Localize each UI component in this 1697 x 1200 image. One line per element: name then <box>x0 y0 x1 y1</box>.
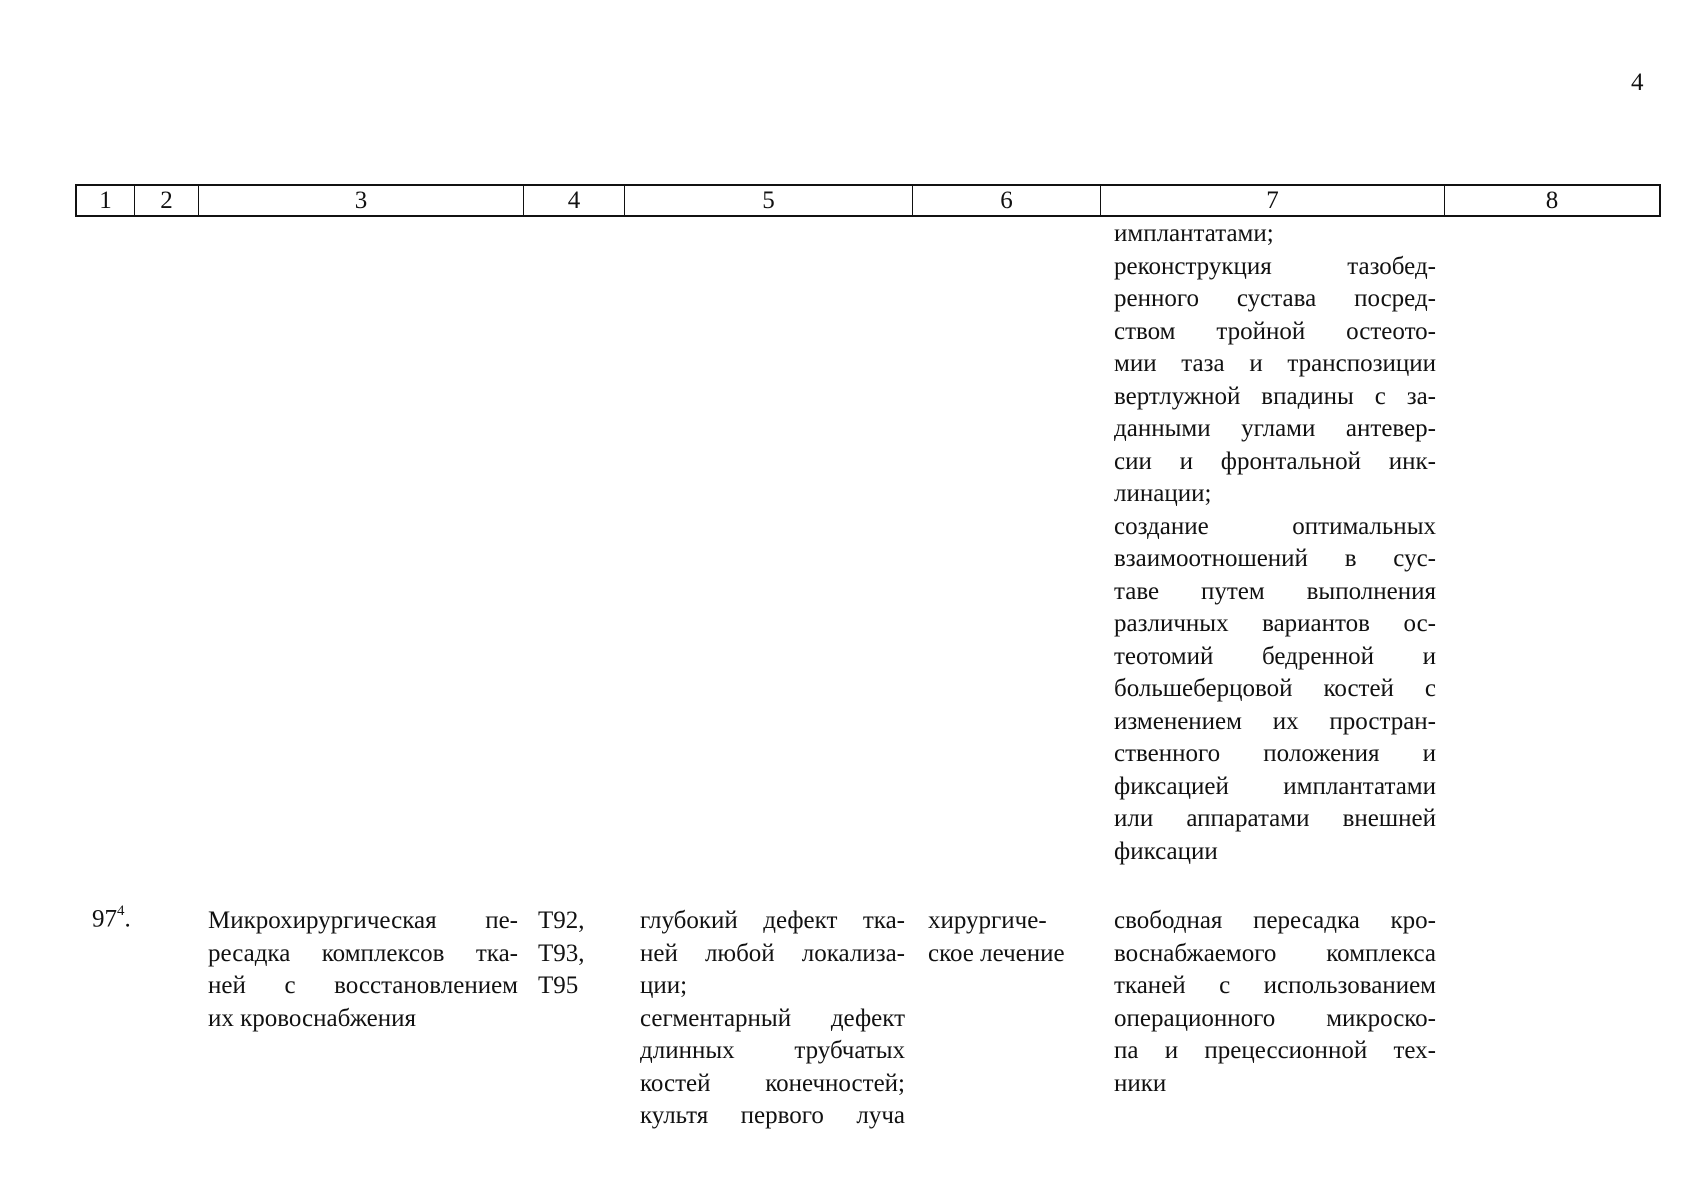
text-line: глубокий дефект тка- <box>640 907 905 934</box>
text-line: операционного микроско- <box>1114 1004 1436 1032</box>
continuation-col7 <box>1114 218 1436 868</box>
row-col5-model <box>640 905 905 1133</box>
column-header-3: 3 <box>199 186 524 215</box>
text-line: имплантатами; <box>1114 220 1274 247</box>
text-line: теотомий бедренной и <box>1114 642 1436 670</box>
text-line: фиксацией имплантатами <box>1114 772 1436 800</box>
text-line: длинных трубчатых <box>640 1037 905 1064</box>
text-line: ское лечение <box>928 939 1065 967</box>
text-line: их кровоснабжения <box>208 1004 416 1032</box>
row-col3-name <box>208 905 518 1035</box>
text-line: ренного сустава посред- <box>1114 285 1436 312</box>
text-line: таве путем выполнения <box>1114 577 1436 605</box>
text-line: Микрохирургическая пе- <box>208 907 518 934</box>
page-number: 4 <box>1631 69 1644 96</box>
text-line: ней с восстановлением <box>208 972 518 999</box>
text-line: вертлужной впадины с за- <box>1114 382 1436 410</box>
text-line: линации; <box>1114 480 1212 507</box>
text-line: тканей с использованием <box>1114 972 1436 999</box>
text-line: мии таза и транспозиции <box>1114 350 1436 377</box>
text-line: па и прецессионной тех- <box>1114 1037 1436 1064</box>
row-col6-treatment <box>928 905 1098 970</box>
text-line: хирургиче- <box>928 907 1047 934</box>
text-line: сии и фронтальной инк- <box>1114 447 1436 475</box>
column-header-row <box>75 184 1661 217</box>
text-line: различных вариантов ос- <box>1114 610 1436 637</box>
text-line: взаимоотношений в сус- <box>1114 545 1436 572</box>
column-header-4: 4 <box>524 186 625 215</box>
column-header-6: 6 <box>913 186 1101 215</box>
text-line: сегментарный дефект <box>640 1004 905 1032</box>
text-line: культя первого луча <box>640 1102 905 1129</box>
text-line: ством тройной остеото- <box>1114 317 1436 345</box>
column-header-1: 1 <box>77 186 135 215</box>
text-line: T92, <box>538 907 585 934</box>
text-line: ней любой локализа- <box>640 939 905 967</box>
row-col4-codes <box>538 905 618 1003</box>
row-col7-method <box>1114 905 1436 1100</box>
text-line: фиксации <box>1114 837 1218 865</box>
text-line: данными углами антевер- <box>1114 415 1436 442</box>
row-number: $97^4$. <box>92 903 131 933</box>
column-header-5: 5 <box>625 186 913 215</box>
text-line: T95 <box>538 972 579 999</box>
column-header-2: 2 <box>135 186 199 215</box>
text-line: свободная пересадка кро- <box>1114 907 1436 934</box>
text-line: воснабжаемого комплекса <box>1114 939 1436 967</box>
text-line: ресадка комплексов тка- <box>208 939 518 967</box>
text-line: ственного положения и <box>1114 740 1436 767</box>
text-line: изменением их простран- <box>1114 707 1436 735</box>
column-header-7: 7 <box>1101 186 1445 215</box>
text-line: большеберцовой костей с <box>1114 675 1436 702</box>
text-line: ции; <box>640 972 688 999</box>
text-line: реконструкция тазобед- <box>1114 252 1436 280</box>
text-line: костей конечностей; <box>640 1069 905 1097</box>
text-line: ники <box>1114 1069 1167 1097</box>
column-header-8: 8 <box>1545 186 1559 214</box>
text-line: или аппаратами внешней <box>1114 805 1436 832</box>
text-line: создание оптимальных <box>1114 512 1436 540</box>
text-line: T93, <box>538 939 585 967</box>
